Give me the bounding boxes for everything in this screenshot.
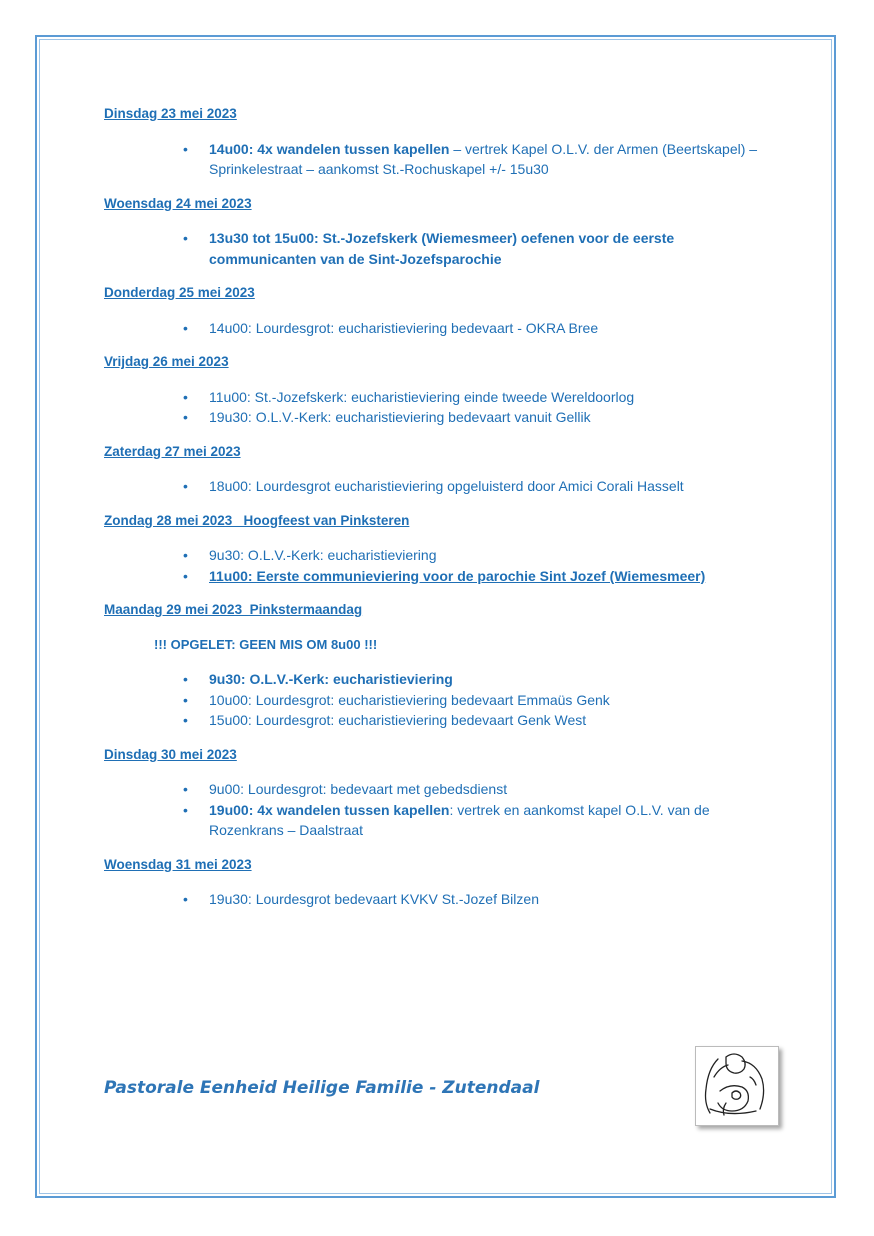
day-heading: Dinsdag 30 mei 2023 [104, 746, 237, 762]
event-item [209, 407, 784, 428]
event-text: 15u00: Lourdesgrot: eucharistieviering bedevaart Genk West [209, 712, 587, 728]
event-list [104, 318, 784, 339]
day-heading: Maandag 29 mei 2023 Pinkstermaandag [104, 602, 363, 617]
event-item [209, 228, 784, 269]
event-item [209, 318, 784, 339]
holy-family-icon [695, 1046, 779, 1126]
event-list [104, 669, 784, 731]
event-text: 11u00: St.-Jozefskerk: eucharistieviering einde tweede Wereldoorlog [209, 388, 635, 405]
event-item [209, 476, 784, 497]
event-text: 18u00: Lourdesgrot eucharistieviering opgeluisterd door Amici Corali Hasselt [209, 478, 684, 494]
schedule [104, 104, 784, 924]
parish-name: Pastorale Eenheid Heilige Familie - Zutendaal [104, 1078, 540, 1098]
event-text: 9u30: O.L.V.-Kerk: eucharistieviering [209, 547, 437, 563]
day-heading: Zondag 28 mei 2023 Hoogfeest van Pinksteren [104, 512, 410, 528]
event-list [104, 889, 784, 910]
event-item [209, 710, 784, 731]
event-list [104, 387, 784, 428]
event-text: : vertrek en aankomst kapel O.L.V. van de Rozenkrans – Daalstraat [209, 801, 710, 838]
event-time: 13u30 tot 15u00: St.-Jozefskerk (Wiemesmeer) oefenen voor de eerste communicanten van de Sint-Jozefsparochie [209, 230, 675, 267]
event-time: 9u30: O.L.V.-Kerk: eucharistieviering [209, 671, 453, 687]
event-text: 14u00: Lourdesgrot: eucharistieviering bedevaart - OKRA Bree [209, 319, 599, 336]
event-text: 9u00: Lourdesgrot: bedevaart met gebedsdienst [209, 781, 508, 797]
event-highlight: 11u00: Eerste communieviering voor de parochie Sint Jozef (Wiemesmeer) [209, 567, 706, 584]
event-item [209, 545, 784, 566]
event-item [209, 566, 784, 587]
event-item [209, 139, 784, 180]
event-item [209, 387, 784, 408]
day-heading: Vrijdag 26 mei 2023 [104, 354, 229, 369]
event-text: 19u30: Lourdesgrot bedevaart KVKV St.-Jozef Bilzen [209, 891, 539, 907]
event-list [104, 228, 784, 269]
event-item [209, 800, 784, 841]
event-text: – vertrek Kapel O.L.V. der Armen (Beertskapel) – Sprinkelestraat – aankomst St.-Rochuskapel +/- 15u30 [209, 140, 758, 177]
day-heading: Dinsdag 23 mei 2023 [104, 106, 237, 121]
event-time: 14u00: 4x wandelen tussen kapellen [209, 140, 450, 157]
event-list [104, 139, 784, 180]
event-item [209, 669, 784, 690]
day-heading: Donderdag 25 mei 2023 [104, 285, 255, 300]
warning-note: !!! OPGELET: GEEN MIS OM 8u00 !!! [154, 636, 378, 652]
event-list [104, 779, 784, 841]
event-item [209, 779, 784, 800]
event-item [209, 690, 784, 711]
day-heading: Woensdag 24 mei 2023 [104, 195, 252, 211]
day-heading: Zaterdag 27 mei 2023 [104, 443, 241, 459]
event-list [104, 476, 784, 497]
event-list [104, 545, 784, 586]
event-text: 19u30: O.L.V.-Kerk: eucharistieviering bedevaart vanuit Gellik [209, 409, 591, 425]
day-heading: Woensdag 31 mei 2023 [104, 856, 252, 872]
event-item [209, 889, 784, 910]
event-time: 19u00: 4x wandelen tussen kapellen [209, 801, 450, 818]
event-text: 10u00: Lourdesgrot: eucharistieviering bedevaart Emmaüs Genk [209, 691, 610, 708]
